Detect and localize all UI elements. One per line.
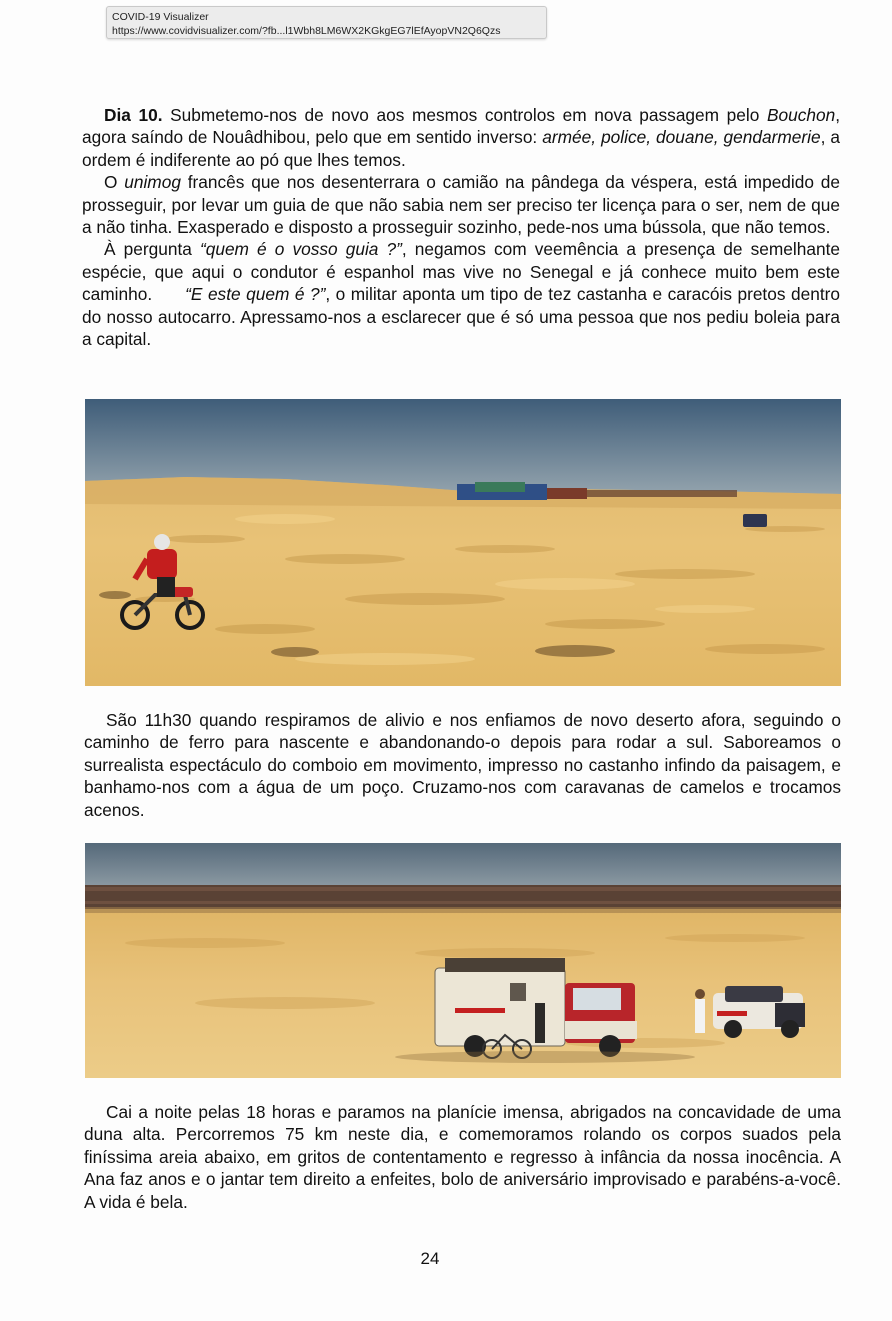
photo-desert-truck-train bbox=[85, 843, 841, 1078]
text-block-night bbox=[84, 1101, 841, 1213]
desert-motorcycle-image bbox=[85, 399, 841, 686]
paragraph-day10-intro: Dia 10. Submetemo-nos de novo aos mesmos controlos em nova passagem pelo Bouchon, agora saíndo de Nouâdhibou, pelo que em sentido inverso: armée, police, douane, gendarmerie, a ordem é indiferente ao pó que lhes temos. bbox=[82, 105, 840, 170]
desert-truck-image bbox=[85, 843, 841, 1078]
page-number: 24 bbox=[420, 1249, 440, 1268]
tooltip-url: https://www.covidvisualizer.com/?fb...l1Wbh8LM6WX2KGkgEG7lEfAyopVN2Q6Qzs bbox=[112, 25, 501, 37]
paragraph-night: Cai a noite pelas 18 horas e paramos na planície imensa, abrigados na concavidade de uma duna alta. Percorremos 75 km neste dia, e comemoramos rolando os corpos suados pela finíssima areia abaixo, em gritos de contentamento e regresso à infância da nossa inocência. A Ana faz anos e o jantar tem direito a enfeites, bolo de aniversário improvisado e parabéns-a-você. A vida é bela. bbox=[84, 1102, 841, 1212]
tooltip-title: COVID-19 Visualizer bbox=[112, 11, 209, 23]
photo-desert-motorcycle-train bbox=[85, 399, 841, 686]
text-block-1130 bbox=[84, 709, 841, 821]
person bbox=[695, 999, 705, 1033]
text-block-day10 bbox=[82, 104, 845, 350]
paragraph-1130: São 11h30 quando respiramos de alivio e nos enfiamos de novo deserto afora, seguindo o caminho de ferro para nascente e abandonando-o depois para rodar a sul. Saboreamos o surrealista espectáculo do comboio em movimento, impresso no castanho infindo da paisagem, e banhamo-nos com a água de um poço. Cruzamo-nos com caravanas de camelos e trocamos acenos. bbox=[84, 710, 841, 820]
link-tooltip bbox=[106, 6, 547, 39]
paragraph-guide-question: À pergunta “quem é o vosso guia ?”, negamos com veemência a presença de semelhante espécie, que aqui o condutor é espanhol mas vive no Senegal e já conhece muito bem este caminho. “E este quem é ?”, o militar aponta um tipo de tez castanha e caracóis pretos dentro do nosso autocarro. Apressamo-nos a esclarecer que é só uma pessoa que nos pediu boleia para a capital. bbox=[82, 239, 845, 350]
distant-vehicle bbox=[743, 514, 767, 527]
paragraph-unimog: O unimog francês que nos desenterrara o camião na pândega da véspera, está impedido de prosseguir, por levar um guia de que não sabia nem ser preciso ter licença para o ser, nem de que a não tinha. Exasperado e disposto a prosseguir sozinho, pede-nos uma bússola, que não temos. bbox=[82, 172, 840, 238]
day-heading: Dia 10. bbox=[104, 105, 163, 125]
